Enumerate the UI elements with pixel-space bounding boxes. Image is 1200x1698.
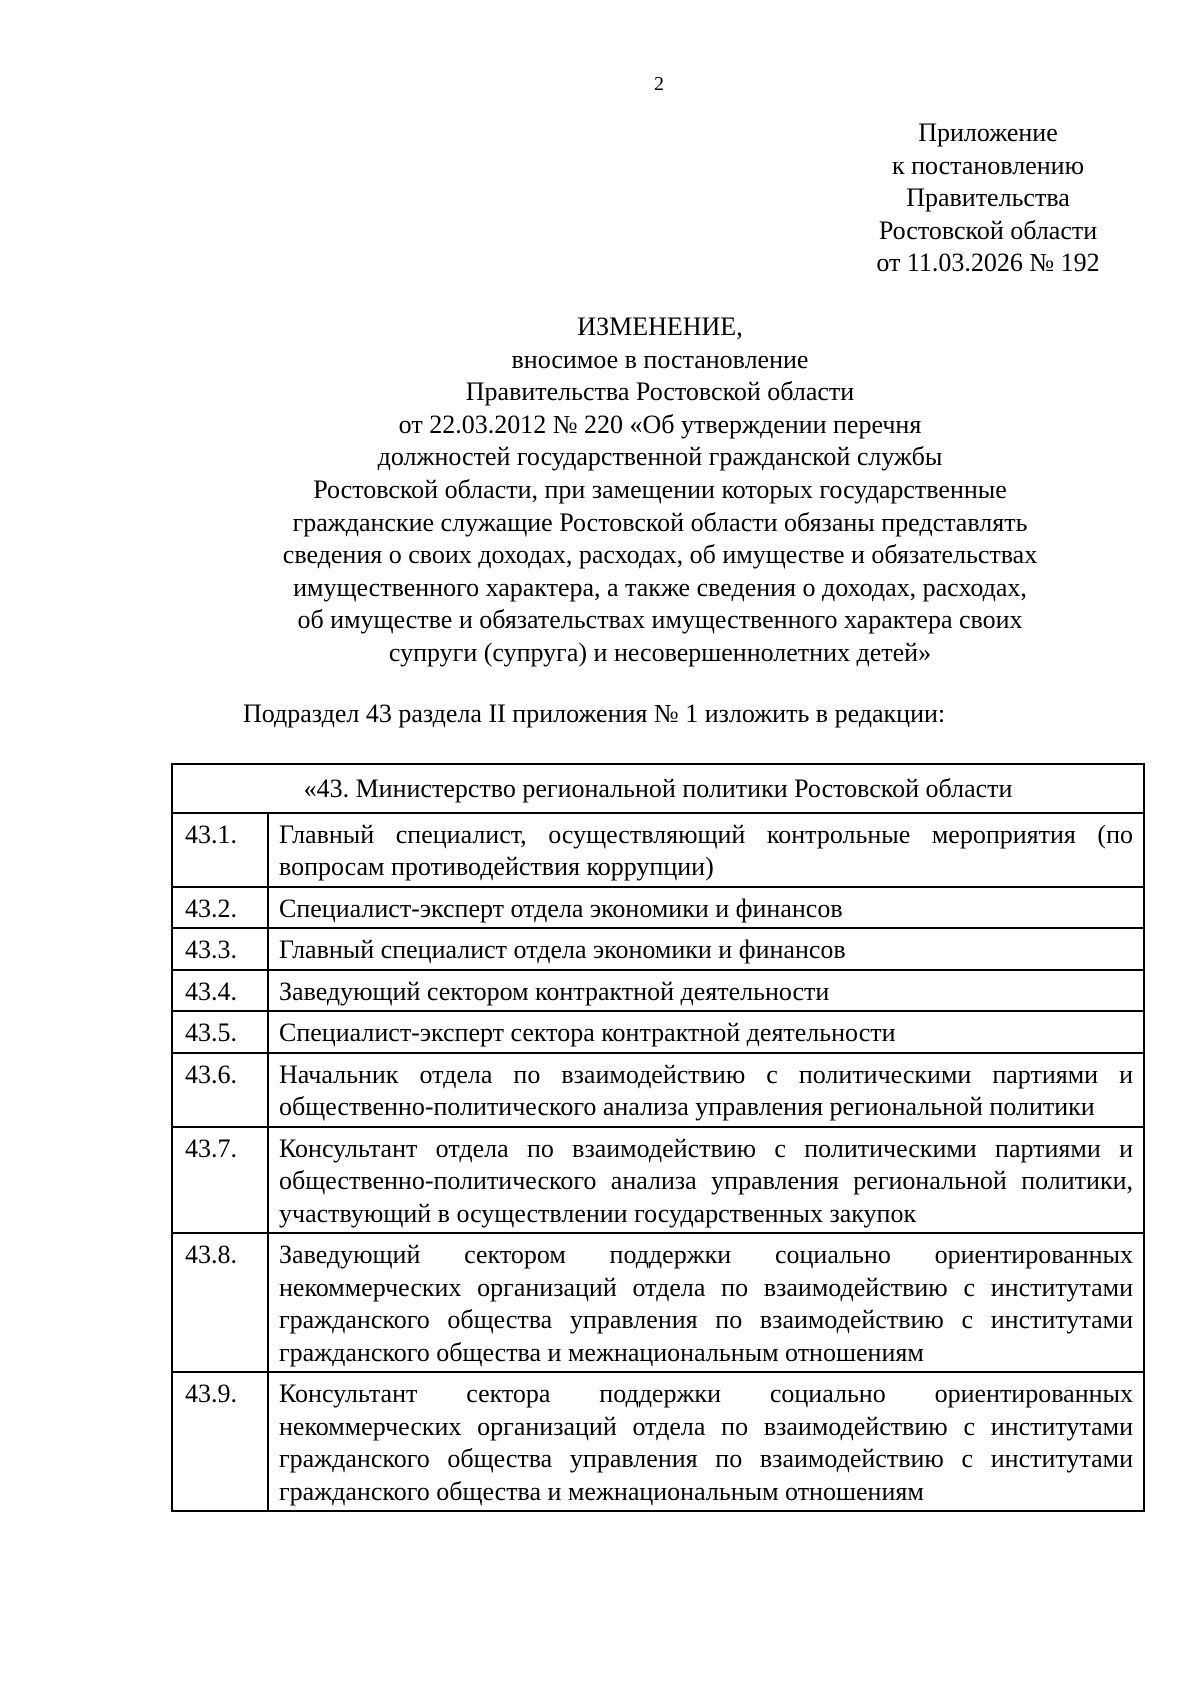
row-position: Начальник отдела по взаимодействию с политическими партиями и общественно-политического анализа управления региональной политики bbox=[268, 1053, 1144, 1127]
row-position: Главный специалист отдела экономики и финансов bbox=[268, 928, 1144, 970]
appendix-line: к постановлению bbox=[891, 150, 1085, 180]
row-number: 43.9. bbox=[172, 1372, 268, 1511]
table-row bbox=[172, 1233, 1144, 1372]
row-number: 43.7. bbox=[172, 1127, 268, 1234]
title-line: от 22.03.2012 № 220 «Об утверждении перечня bbox=[398, 409, 922, 439]
title-line: гражданские служащие Ростовской области обязаны представлять bbox=[292, 507, 1028, 537]
title-line: супруги (супруга) и несовершеннолетних детей» bbox=[388, 637, 932, 667]
title-line: Ростовской области, при замещении которых государственные bbox=[313, 474, 1007, 504]
table-row bbox=[172, 1053, 1144, 1127]
table-header-row bbox=[172, 764, 1144, 813]
row-number: 43.6. bbox=[172, 1053, 268, 1127]
row-number: 43.2. bbox=[172, 887, 268, 929]
title-line: вносимое в постановление bbox=[511, 344, 809, 374]
intro-paragraph: Подраздел 43 раздела II приложения № 1 изложить в редакции: bbox=[243, 699, 946, 728]
row-position: Консультант отдела по взаимодействию с политическими партиями и общественно-политического анализа управления региональной политики, участвующий в осуществлении государственных закупок bbox=[268, 1127, 1144, 1234]
row-position: Заведующий сектором контрактной деятельности bbox=[268, 970, 1144, 1012]
table-row bbox=[172, 970, 1144, 1012]
page-number: 2 bbox=[654, 73, 664, 95]
row-position: Специалист-эксперт отдела экономики и финансов bbox=[268, 887, 1144, 929]
title-heading: ИЗМЕНЕНИЕ, bbox=[577, 312, 743, 341]
table-row bbox=[172, 928, 1144, 970]
table-header-cell: «43. Министерство региональной политики Ростовской области bbox=[172, 764, 1144, 813]
positions-table bbox=[171, 763, 1145, 1512]
table-row bbox=[172, 1127, 1144, 1234]
title-line: Правительства Ростовской области bbox=[465, 377, 855, 407]
appendix-line: Приложение bbox=[918, 118, 1058, 147]
table-row bbox=[172, 1011, 1144, 1053]
row-number: 43.8. bbox=[172, 1233, 268, 1372]
row-position: Специалист-эксперт сектора контрактной деятельности bbox=[268, 1011, 1144, 1053]
row-number: 43.5. bbox=[172, 1011, 268, 1053]
appendix-line: Правительства bbox=[906, 183, 1070, 212]
appendix-block bbox=[838, 117, 1138, 280]
title-line: об имуществе и обязательствах имущественного характера своих bbox=[297, 605, 1023, 635]
row-position: Главный специалист, осуществляющий контрольные мероприятия (по вопросам противодействия коррупции) bbox=[268, 813, 1144, 887]
appendix-line: Ростовской области bbox=[878, 215, 1098, 245]
table-row bbox=[172, 887, 1144, 929]
appendix-date-line: от 11.03.2026 № 192 bbox=[876, 248, 1100, 277]
title-line: должностей государственной гражданской службы bbox=[377, 442, 943, 472]
row-number: 43.3. bbox=[172, 928, 268, 970]
row-number: 43.4. bbox=[172, 970, 268, 1012]
row-position: Консультант сектора поддержки социально ориентированных некоммерческих организаций отдела по взаимодействию с институтами гражданского общества управления по взаимодействию с институтами гражданского общества и межнациональным отношениям bbox=[268, 1372, 1144, 1511]
title-line: имущественного характера, а также сведения о доходах, расходах, bbox=[293, 572, 1027, 602]
title-line: сведения о своих доходах, расходах, об имуществе и обязательствах bbox=[282, 540, 1038, 570]
table-row bbox=[172, 813, 1144, 887]
row-position: Заведующий сектором поддержки социально ориентированных некоммерческих организаций отдела по взаимодействию с институтами гражданского общества управления по взаимодействию с институтами гражданского общества и межнациональным отношениям bbox=[268, 1233, 1144, 1372]
table-row bbox=[172, 1372, 1144, 1511]
row-number: 43.1. bbox=[172, 813, 268, 887]
document-title bbox=[160, 311, 1160, 670]
